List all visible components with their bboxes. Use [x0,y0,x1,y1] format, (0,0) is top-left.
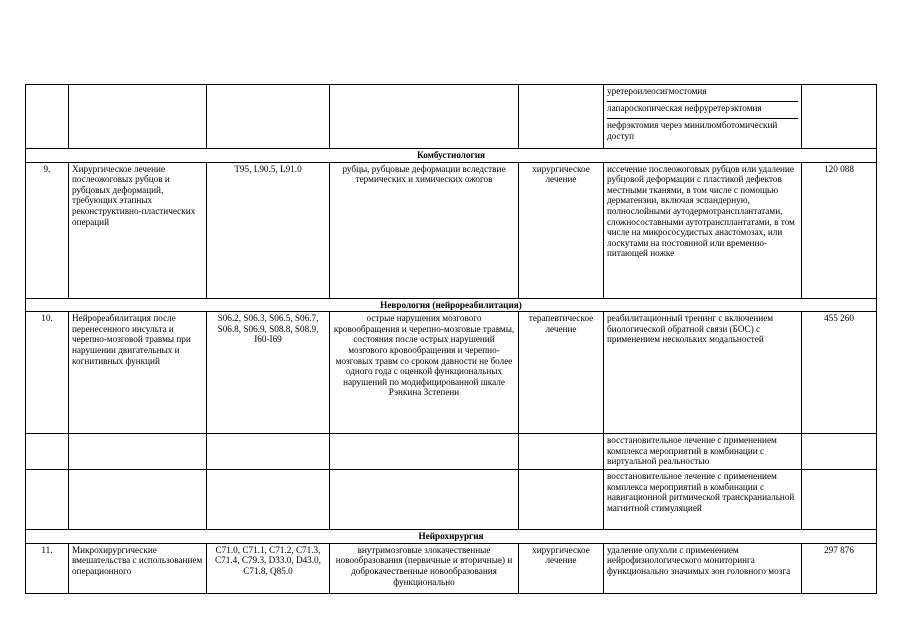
cell-name [69,470,207,530]
cell-num [26,434,69,470]
table-row [26,312,877,434]
row-number: 11. [26,543,69,593]
table-row [26,162,877,298]
treatment-method: восстановительное лечение с применением комплекса мероприятий в комбинации с виртуальной реальностью [604,434,802,470]
cell-model [330,85,519,149]
table-row [26,543,877,593]
procedure-item: нефрэктомия через минилюмботомический доступ [607,119,798,143]
procedure-item: лапароскопическая нефруретерэктомия [607,102,798,119]
cell-num [26,470,69,530]
cell-codes [207,85,330,149]
patient-model: рубцы, рубцовые деформации вследствие термических и химических ожогов [330,162,519,298]
section-header-row [26,530,877,544]
section-header-row [26,149,877,163]
cell-treatment [519,85,604,149]
care-type-name: Нейрореабилитация после перенесенного инсульта и черепно-мозговой травмы при нарушении двигательных и когнитивных функций [69,312,207,434]
patient-model: внутримозговые злокачественные новообразования (первичные и вторичные) и доброкачественные новообразования функционально [330,543,519,593]
procedure-item: уретероилеосигмостомия [607,86,707,96]
cell-codes [207,434,330,470]
treatment-type: хирургическое лечение [519,543,604,593]
patient-model: острые нарушения мозгового кровообращения и черепно-мозговые травмы, состояния после острых нарушений мозгового кровообращения и черепно-мозговых травм со сроком давности не более одного года с оценкой функциональных нарушений по модифицированной шкале Рэнкина 3степени [330,312,519,434]
icd-codes: S06.2, S06.3, S06.5, S06.7, S06.8, S06.9, S08.8, S08.9, I60-I69 [207,312,330,434]
cell-name [69,85,207,149]
cost-value: 455 260 [802,312,877,434]
cell-num [26,85,69,149]
cell-cost [802,85,877,149]
cell-cost [802,470,877,530]
cell-model [330,470,519,530]
cost-value: 120 088 [802,162,877,298]
icd-codes: T95, L90.5, L91.0 [207,162,330,298]
cell-treatment [519,434,604,470]
procedure-list [607,85,798,142]
cell-name [69,434,207,470]
treatment-type: хирургическое лечение [519,162,604,298]
table-row [26,470,877,530]
treatment-method: иссечение послеожоговых рубцов или удаление рубцовой деформации с пластикой дефектов местными тканями, в том числе с помощью дерматензии, включая эспандерную, полнослойными аутодермотрансплантатами, сложносоставными аутотрансплантатами, в том числе на микрососудистых анастомозах, или лоскутами на постоянной или временно-питающей ножке [604,162,802,298]
care-type-name: Микрохирургические вмешательства с использованием операционного [69,543,207,593]
cell-codes [207,470,330,530]
care-type-name: Хирургическое лечение послеожоговых рубцов и рубцовых деформаций, требующих этапных реконструктивно-пластических операций [69,162,207,298]
treatment-type: терапевтическое лечение [519,312,604,434]
cell-treatment [519,470,604,530]
section-header-row [26,298,877,312]
cost-value: 297 876 [802,543,877,593]
row-number: 10. [26,312,69,434]
treatment-method: реабилитационный тренинг с включением биологической обратной связи (БОС) с применением нескольких модальностей [604,312,802,434]
treatment-method: удаление опухоли с применением нейрофизиологического мониторинга функционально значимых зон головного мозга [604,543,802,593]
medical-care-table [25,84,877,594]
section-title-neurosurgery: Нейрохирургия [26,530,877,544]
section-title-neurology: Неврология (нейрореабилитация) [26,298,877,312]
cell-cost [802,434,877,470]
cell-model [330,434,519,470]
icd-codes: C71.0, C71.1, C71.2, C71.3, C71.4, C79.3, D33.0, D43.0, C71.8, Q85.0 [207,543,330,593]
table-row-continuation [26,85,877,149]
table-row [26,434,877,470]
section-title-combustiology: Комбустиология [26,149,877,163]
cell-method [604,85,802,149]
treatment-method: восстановительное лечение с применением комплекса мероприятий в комбинации с навигационной ритмической транскраниальной магнитной стимуляцией [604,470,802,530]
row-number: 9. [26,162,69,298]
